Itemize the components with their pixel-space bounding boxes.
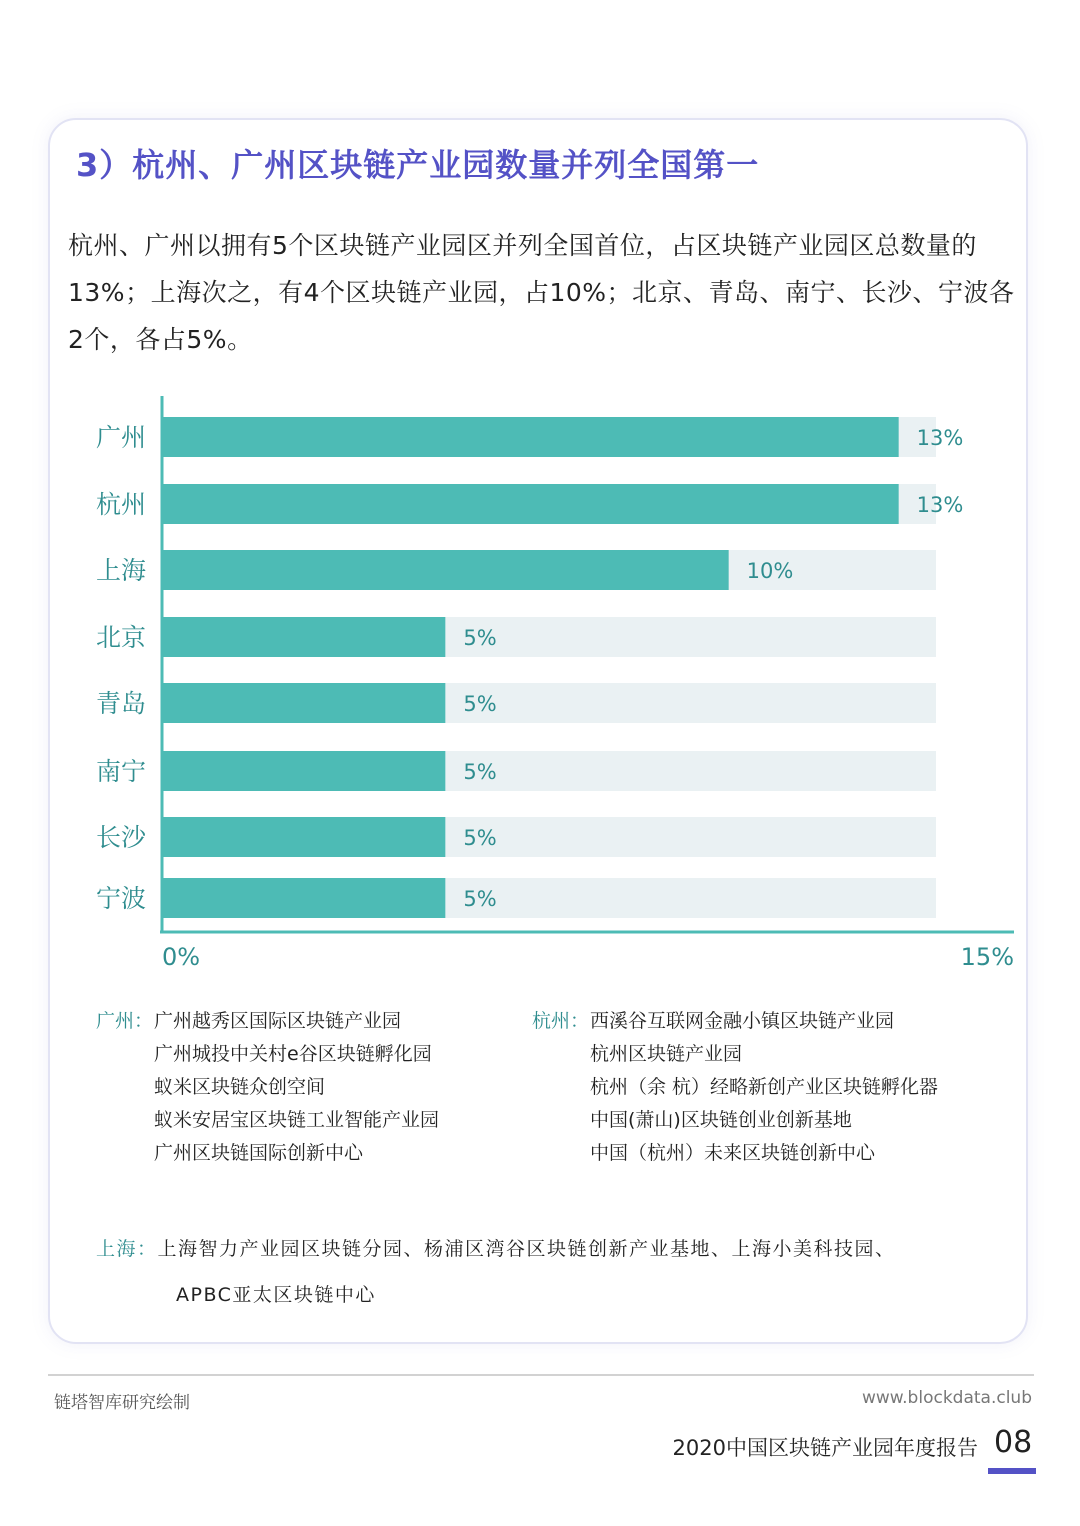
hangzhou-park-item: 中国(萧山)区块链创业创新基地: [590, 1109, 852, 1131]
footer-divider: [48, 1374, 1034, 1376]
bar: [162, 817, 445, 857]
hangzhou-park-item: 中国（杭州）未来区块链创新中心: [590, 1142, 876, 1164]
category-label: 宁波: [95, 884, 146, 913]
bar: [162, 417, 899, 457]
bar: [162, 484, 899, 524]
data-label: 5%: [463, 760, 497, 784]
bar: [162, 550, 729, 590]
data-label: 13%: [916, 426, 964, 450]
hangzhou-park-item: 西溪谷互联网金融小镇区块链产业园: [590, 1010, 895, 1032]
category-label: 南宁: [95, 757, 146, 786]
data-label: 5%: [463, 626, 497, 650]
shanghai-label: 上海：: [96, 1238, 158, 1260]
page-number-underline: [988, 1468, 1036, 1474]
bar: [162, 683, 445, 723]
data-label: 13%: [916, 493, 964, 517]
category-label: 广州: [95, 423, 146, 452]
bar: [162, 751, 445, 791]
guangzhou-park-item: 蚁米区块链众创空间: [154, 1076, 326, 1098]
report-title: 2020中国区块链产业园年度报告: [672, 1436, 978, 1460]
x-tick-label: 0%: [162, 943, 201, 971]
x-tick-label: 15%: [960, 943, 1014, 971]
shanghai-park-line-1: 上海智力产业园区块链分园、杨浦区湾谷区块链创新产业基地、上海小美科技园、: [157, 1238, 896, 1260]
intro-paragraph: 杭州、广州以拥有5个区块链产业园区并列全国首位，占区块链产业园区总数量的13%；上海次之，有4个区块链产业园，占10%；北京、青岛、南宁、长沙、宁波各2个，各占5%。: [68, 231, 1015, 354]
guangzhou-park-item: 广州城投中关村e谷区块链孵化园: [154, 1043, 432, 1065]
category-label: 北京: [95, 623, 146, 652]
section-title: 3）杭州、广州区块链产业园数量并列全国第一: [76, 146, 760, 184]
category-label: 杭州: [95, 490, 146, 519]
bar-chart: [0, 380, 1080, 980]
data-label: 10%: [746, 559, 794, 583]
bar: [162, 617, 445, 657]
footer-site-link[interactable]: www.blockdata.club: [862, 1388, 1032, 1408]
hangzhou-park-item: 杭州（余 杭）经略新创产业区块链孵化器: [590, 1076, 939, 1098]
guangzhou-park-item: 蚁米安居宝区块链工业智能产业园: [154, 1109, 440, 1131]
shanghai-park-line-2: APBC亚太区块链中心: [176, 1284, 376, 1306]
hangzhou-label: 杭州：: [532, 1010, 590, 1032]
data-label: 5%: [463, 692, 497, 716]
category-label: 长沙: [95, 823, 146, 852]
guangzhou-label: 广州：: [96, 1010, 154, 1032]
data-label: 5%: [463, 826, 497, 850]
shanghai-park-list: [96, 1234, 896, 1307]
category-label: 青岛: [95, 689, 146, 718]
bar: [162, 878, 445, 918]
guangzhou-park-item: 广州区块链国际创新中心: [154, 1142, 364, 1164]
footer-credit: 链塔智库研究绘制: [54, 1393, 190, 1413]
category-label: 上海: [95, 556, 146, 585]
data-label: 5%: [463, 887, 497, 911]
page-number: 08: [994, 1425, 1033, 1460]
guangzhou-park-item: 广州越秀区国际区块链产业园: [154, 1010, 402, 1032]
hangzhou-park-item: 杭州区块链产业园: [590, 1043, 743, 1065]
